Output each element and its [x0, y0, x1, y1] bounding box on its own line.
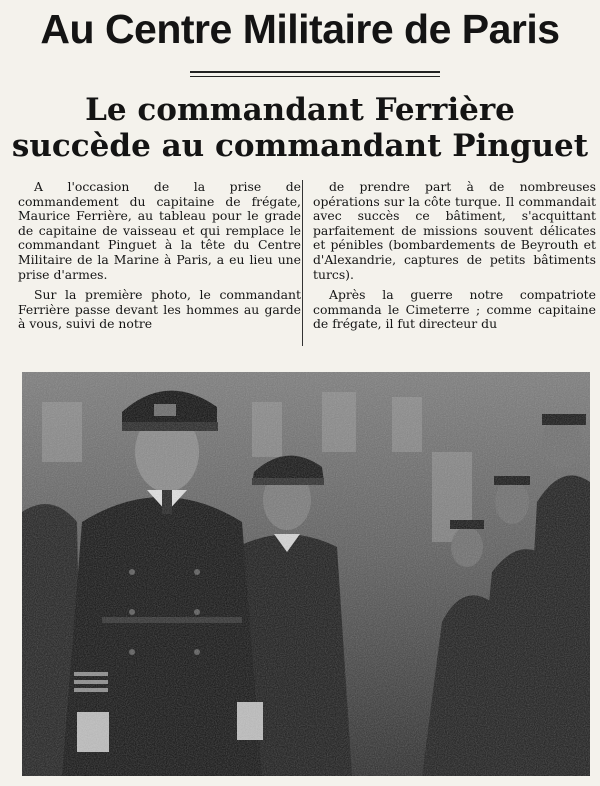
headline-rule-thin	[190, 76, 440, 77]
paragraph: Après la guerre notre compatriote commanda le Cimeterre ; comme capitaine de frégate, il fut directeur du	[313, 287, 596, 332]
subhead-line-1: Le commandant Ferrière	[85, 92, 515, 128]
paragraph: Sur la première photo, le commandant Ferrière passe devant les hommes au garde à vous, suivi de notre	[18, 287, 301, 332]
paragraph: A l'occasion de la prise de commandement du capitaine de frégate, Maurice Ferrière, au tableau pour le grade de capitaine de vaisseau et qui remplace le commandant Pinguet à la tête du Centre Militaire de la Marine à Paris, a eu lieu une prise d'armes.	[18, 180, 301, 282]
paragraph: de prendre part à de nombreuses opérations sur la côte turque. Il commandait avec succès ce bâtiment, s'acquittant parfaitement de missions souvent délicates et pénibles (bombardements de Beyrouth et d'Alexandrie, captures de petits bâtiments turcs).	[313, 180, 596, 282]
news-photo-image	[22, 372, 590, 776]
article-column-right	[313, 180, 596, 348]
headline-rule	[190, 71, 440, 73]
subhead	[0, 92, 600, 164]
news-photo	[22, 372, 590, 776]
column-separator	[302, 180, 303, 346]
article-column-left	[18, 180, 301, 348]
subhead-line-2: succède au commandant Pinguet	[11, 128, 589, 164]
headline: Au Centre Militaire de Paris	[40, 6, 560, 52]
